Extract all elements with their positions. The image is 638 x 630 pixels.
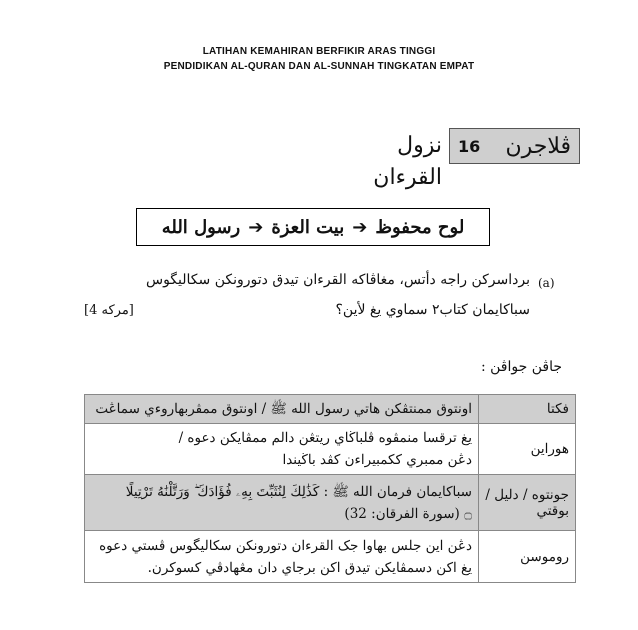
- question-label: (a): [538, 276, 555, 290]
- flow-step-rasulullah: رسول الله: [161, 216, 241, 238]
- question-marks: [4 مرکه]: [84, 303, 134, 318]
- table-row: [85, 531, 576, 583]
- question-text-line-1: برداسرکن راجه دأتس، مغاڤاکه القرءان تيدق دتورونکن سکاليگوس: [145, 272, 530, 288]
- revelation-flow-box: [136, 208, 490, 246]
- question-text-line-2: سباکايمان کتاب٢ سماوي يغ لأين؟: [335, 302, 530, 318]
- chapter-number: 16: [458, 136, 481, 156]
- row-content: [85, 395, 479, 424]
- table-row: [85, 424, 576, 475]
- row-content-line: دڠن ممبري ککمبيراءن کڤد باڬيندا: [282, 452, 472, 468]
- arrow-left-icon: ➔: [352, 216, 368, 238]
- row-content: [85, 424, 479, 475]
- chapter-label: ڤلاجرن: [505, 133, 571, 159]
- row-label: روموسن: [479, 531, 576, 583]
- row-content-line: يغ ترقسا منمڤوه ڤلباڬاي ريتڠن دالم ممڤايکن دعوه /: [178, 430, 472, 446]
- table-row: [85, 395, 576, 424]
- answer-scheme-label: جاڤن جواڤن :: [480, 359, 562, 375]
- row-content: [85, 475, 479, 531]
- table-row: [85, 475, 576, 531]
- row-content-line: اونتوق ممنتڤکن هاتي رسول الله ﷺ / اونتوق ممڤربهاروءي سماڠت: [95, 401, 472, 417]
- header-line-2: PENDIDIKAN AL-QURAN DAN AL-SUNNAH TINGKATAN EMPAT: [163, 61, 475, 72]
- row-content: [85, 531, 479, 583]
- arrow-left-icon: ➔: [248, 216, 264, 238]
- chapter-box: [449, 128, 580, 164]
- row-label: هوراين: [479, 424, 576, 475]
- worksheet-header: [0, 44, 638, 74]
- row-label: جونتوه / دليل / بوقتي: [479, 475, 576, 531]
- row-label: فکتا: [479, 395, 576, 424]
- chapter-title: نزول القرءان: [373, 133, 442, 190]
- flow-step-baitul-izzah: بيت العزة: [271, 216, 345, 238]
- chapter-title-row: [0, 128, 638, 190]
- row-content-line: دڠن اين جلس بهاوا جک القرءان دتورونکن سکاليگوس ڤستي دعوه: [99, 537, 472, 554]
- row-content-line: سباکايمان فرمان الله ﷺ : كَذَٰلِكَ لِنُثَبِّتَ بِهِۦ فُؤَادَكَ ۖ وَرَتَّلْنَٰهُ تَرْتِيلًا: [125, 483, 472, 500]
- flow-step-lauh-mahfuz: لوح محفوظ: [375, 216, 465, 238]
- answer-table: [84, 394, 576, 583]
- header-line-1: LATIHAN KEMAHIRAN BERFIKIR ARAS TINGGI: [202, 46, 436, 57]
- row-content-line: يغ اکن دسمڤايکن تيدق اکن برجاي دان مڠهادڤي کسوکرن.: [147, 559, 472, 576]
- row-content-line: ۝ (سورة الفرقان: 32): [344, 505, 472, 522]
